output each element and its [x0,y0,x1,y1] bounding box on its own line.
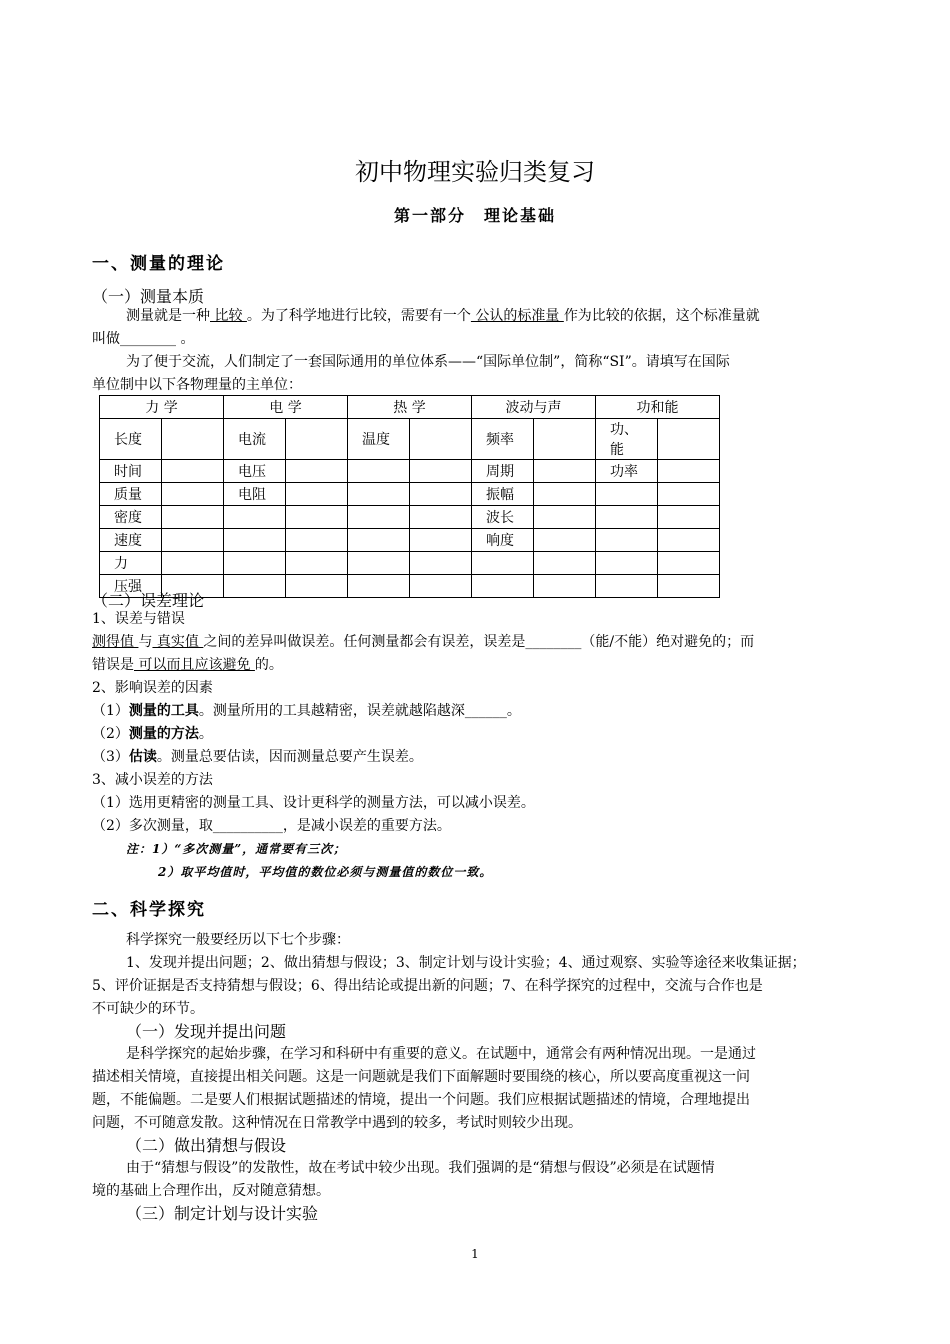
unit-answer-cell[interactable] [658,419,720,460]
quantity-cell [596,529,658,552]
quantity-cell: 力 [100,552,162,575]
section1-sub2: （二）误差理论 [92,591,205,610]
section2-heading: 二、科学探究 [92,900,206,920]
unit-answer-cell[interactable] [286,419,348,460]
unit-answer-cell[interactable] [658,529,720,552]
page-number: 1 [471,1247,479,1261]
error-item3-1: （1）选用更精密的测量工具、设计更科学的测量方法，可以减小误差。 [92,795,535,811]
para-si-cont: 单位制中以下各物理量的主单位： [92,377,302,393]
unit-answer-cell[interactable] [286,552,348,575]
unit-answer-cell[interactable] [658,575,720,598]
unit-answer-cell[interactable] [286,506,348,529]
quantity-cell [596,506,658,529]
section2-sub3: （三）制定计划与设计实验 [126,1204,319,1223]
unit-answer-cell[interactable] [410,552,472,575]
quantity-cell: 质量 [100,483,162,506]
quantity-cell: 功率 [596,460,658,483]
para-measure-essence-cont: 叫做________ 。 [92,331,195,347]
error-item2-1: （1）测量的工具。测量所用的工具越精密，误差就越陷越深______。 [92,703,521,719]
question-para-3: 题，不能偏题。二是要人们根据试题描述的情境，提出一个问题。我们应根据试题描述的情境，合理地提出 [92,1092,750,1108]
quantity-cell [596,575,658,598]
table-row [100,419,720,460]
quantity-cell: 温度 [348,419,410,460]
error-item2-2: （2）测量的方法。 [92,726,213,742]
section2-sub2: （二）做出猜想与假设 [126,1136,287,1155]
inquiry-steps-1: 1、发现并提出问题；2、做出猜想与假设；3、制定计划与设计实验；4、通过观察、实验等途径来收集证据； [126,955,806,971]
table-row [100,483,720,506]
unit-answer-cell[interactable] [534,460,596,483]
table-row [100,506,720,529]
quantity-cell: 时间 [100,460,162,483]
table-header-cell: 电 学 [224,396,348,419]
quantity-cell [224,506,286,529]
quantity-cell [224,575,286,598]
hypothesis-para-1: 由于“猜想与假设”的发散性，故在考试中较少出现。我们强调的是“猜想与假设”必须是在试题情 [126,1160,715,1176]
note-2: 2）取平均值时，平均值的数位必须与测量值的数位一致。 [158,865,493,879]
unit-answer-cell[interactable] [658,460,720,483]
quantity-cell: 密度 [100,506,162,529]
quantity-cell: 长度 [100,419,162,460]
unit-answer-cell[interactable] [162,529,224,552]
quantity-cell [224,552,286,575]
unit-answer-cell[interactable] [658,506,720,529]
table-header-cell: 波动与声 [472,396,596,419]
inquiry-intro: 科学探究一般要经历以下七个步骤： [126,932,350,948]
quantity-cell: 压强 [100,575,162,598]
unit-answer-cell[interactable] [410,483,472,506]
para-measure-essence: 测量就是一种 比较 。为了科学地进行比较，需要有一个 公认的标准量 作为比较的依据，这个标准量就 [126,308,760,324]
hypothesis-para-2: 境的基础上合理作出，反对随意猜想。 [92,1183,330,1199]
error-item3: 3、减小误差的方法 [92,772,213,788]
inquiry-steps-2: 5、评价证据是否支持猜想与假设；6、得出结论或提出新的问题；7、在科学探究的过程中，交流与合作也是 [92,978,763,994]
quantity-cell: 频率 [472,419,534,460]
unit-answer-cell[interactable] [286,575,348,598]
unit-answer-cell[interactable] [410,460,472,483]
error-para1-cont: 错误是 可以而且应该避免 的。 [92,657,283,673]
section1-sub1: （一）测量本质 [92,287,205,306]
unit-answer-cell[interactable] [410,575,472,598]
unit-answer-cell[interactable] [162,552,224,575]
quantity-cell [348,506,410,529]
table-header-cell: 热 学 [348,396,472,419]
part-subtitle: 第一部分 理论基础 [393,206,556,225]
unit-answer-cell[interactable] [534,483,596,506]
quantity-cell [348,552,410,575]
error-item3-2: （2）多次测量，取__________，是减小误差的重要方法。 [92,818,451,834]
table-header-cell: 功和能 [596,396,720,419]
inquiry-steps-3: 不可缺少的环节。 [92,1001,204,1017]
unit-answer-cell[interactable] [534,575,596,598]
unit-answer-cell[interactable] [534,506,596,529]
unit-answer-cell[interactable] [162,460,224,483]
quantity-cell: 电阻 [224,483,286,506]
quantity-cell: 功、能 [596,419,658,460]
unit-answer-cell[interactable] [534,552,596,575]
quantity-cell: 振幅 [472,483,534,506]
para-si: 为了便于交流，人们制定了一套国际通用的单位体系——“国际单位制”，简称“SI”。请填写在国际 [126,354,730,370]
unit-answer-cell[interactable] [410,419,472,460]
quantity-cell: 电压 [224,460,286,483]
quantity-cell: 电流 [224,419,286,460]
unit-answer-cell[interactable] [162,419,224,460]
unit-answer-cell[interactable] [658,483,720,506]
table-header-cell: 力 学 [100,396,224,419]
table-row [100,552,720,575]
error-item2-3: （3）估读。测量总要估读，因而测量总要产生误差。 [92,749,423,765]
unit-answer-cell[interactable] [286,483,348,506]
unit-answer-cell[interactable] [162,506,224,529]
error-para1: 测得值 与 真实值 之间的差异叫做误差。任何测量都会有误差，误差是________（能/不能）绝对避免的；而 [92,634,755,650]
quantity-cell [472,552,534,575]
note-1: 注：1）“多次测量”，通常要有三次； [126,842,347,856]
unit-answer-cell[interactable] [410,529,472,552]
units-table-header [100,396,720,419]
table-row [100,529,720,552]
section1-heading: 一、测量的理论 [92,254,225,274]
quantity-cell [472,575,534,598]
unit-answer-cell[interactable] [534,419,596,460]
unit-answer-cell[interactable] [534,529,596,552]
quantity-cell: 波长 [472,506,534,529]
quantity-cell [348,575,410,598]
quantity-cell [348,483,410,506]
unit-answer-cell[interactable] [286,460,348,483]
unit-answer-cell[interactable] [410,506,472,529]
unit-answer-cell[interactable] [658,552,720,575]
doc-title: 初中物理实验归类复习 [355,158,595,186]
question-para-1: 是科学探究的起始步骤，在学习和科研中有重要的意义。在试题中，通常会有两种情况出现。一是通过 [126,1046,756,1062]
quantity-cell [224,529,286,552]
quantity-cell [596,552,658,575]
error-item1: 1、误差与错误 [92,611,185,627]
quantity-cell: 周期 [472,460,534,483]
section2-sub1: （一）发现并提出问题 [126,1022,287,1041]
quantity-cell [348,460,410,483]
quantity-cell: 响度 [472,529,534,552]
quantity-cell: 速度 [100,529,162,552]
quantity-cell [348,529,410,552]
question-para-4: 问题，不可随意发散。这种情况在日常教学中遇到的较多，考试时则较少出现。 [92,1115,582,1131]
units-table [99,395,720,598]
quantity-cell [596,483,658,506]
table-row [100,460,720,483]
question-para-2: 描述相关情境，直接提出相关问题。这是一问题就是我们下面解题时要围绕的核心，所以要高度重视这一问 [92,1069,750,1085]
error-item2: 2、影响误差的因素 [92,680,213,696]
unit-answer-cell[interactable] [286,529,348,552]
unit-answer-cell[interactable] [162,483,224,506]
